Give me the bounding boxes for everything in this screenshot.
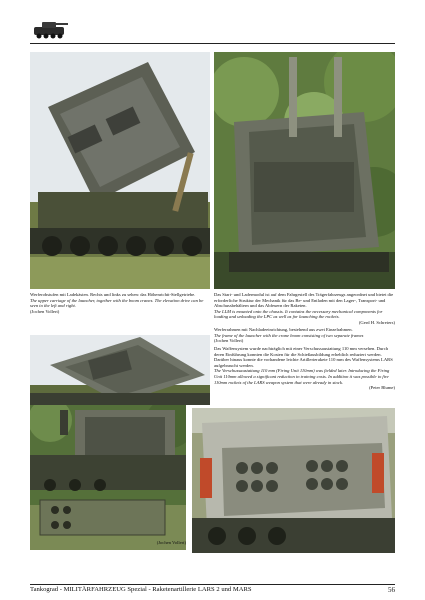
caption-upper-carriage-de: Werferobstufen mit Ladekästen. Rechts und links zu sehen: das Höhenrichtt-Stellgetriebe. xyxy=(30,292,196,297)
photo-loading-pods xyxy=(30,405,186,550)
caption-firing-unit-de: Das Waffensystem wurde nachträglich mit einer Verschussaustattung 110 mm versehen. Durch deren Einführung konnten die Kosten für die Schießausbildung erheblich reduziert werden. Darüber hinaus konnte die vorhandene leichte Artillerierakete 110 mm des Waffensystems LARS aufgebraucht werden. xyxy=(214,346,393,368)
footer-rule xyxy=(30,584,395,585)
caption-frame-credit: (Jochen Vollert) xyxy=(214,338,244,344)
caption-llm-en: The LLM is mounted onto the chassis. It contains the necessary mechanical components for loading and unloading the LPC as well as for launching the rockets. xyxy=(214,308,383,320)
caption-upper-carriage-credit: (Jochen Vollert) xyxy=(30,308,60,314)
tank-logo-icon xyxy=(30,18,70,40)
caption-frame-de: Werferrahmen mit Nachladeeinrichtung, bestehend aus zwei Einzelrahmen. xyxy=(214,327,353,332)
page-number: 56 xyxy=(388,586,395,594)
caption-firing-unit-en: The Verschussaustattung 110 mm (Firing Unit 110mm) was fielded later. Introducing the Firing Unit 110mm allowed a significant reduction in training costs. In addition it was possible to fire 110mm rockets of the LARS weapon system that were already in stock. xyxy=(214,368,390,385)
photo-launcher-frame xyxy=(214,52,395,289)
caption-pods-credit xyxy=(120,540,186,546)
photo-crane-boom xyxy=(30,335,210,405)
header-rule xyxy=(30,43,395,44)
caption-firing-unit xyxy=(214,346,395,391)
photo-launcher-raised xyxy=(30,52,210,289)
caption-upper-carriage-en: The upper carriage of the launcher, together with the boom cranes. The elevation drive can be seen to the left and right. xyxy=(30,297,204,309)
caption-frame xyxy=(214,327,395,344)
caption-pods-credit-text: (Jochen Vollert) xyxy=(156,540,186,545)
caption-upper-carriage xyxy=(30,292,210,314)
photo-firing-unit xyxy=(192,408,395,553)
caption-llm-credit: (Gerd H. Schreiers) xyxy=(358,319,395,325)
footer-text: Tankograd - MILITÄRFAHRZEUG Spezial - Raketenartillerie LARS 2 und MARS xyxy=(30,586,252,593)
caption-frame-en: The frame of the launcher with the crane boom consisting of two separate frames xyxy=(214,332,364,338)
caption-llm-de: Das Start- und Ladermodul ist auf dem Fahrgestell des Trägerfahrzeugs angeordnet und bietet die erforderliche Struktur der Mechanik für das Be- und Entladen mit den Lager-, Transport- und Abschussbehältern und das Abfeuern der Raketen. xyxy=(214,292,394,309)
caption-firing-unit-credit: (Peter Blume) xyxy=(369,385,395,391)
caption-llm xyxy=(214,292,395,326)
